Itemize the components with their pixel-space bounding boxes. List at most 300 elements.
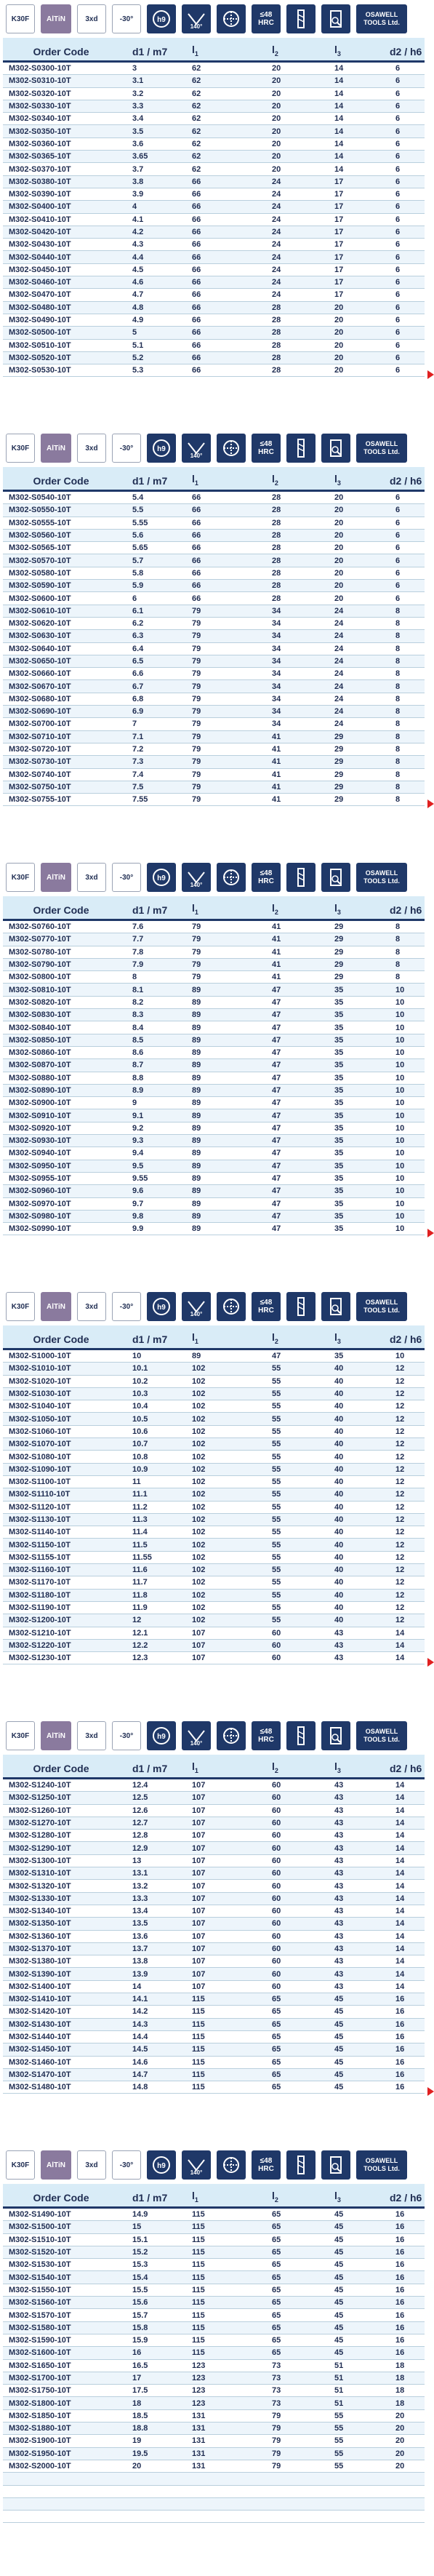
flute-length-icon: 3xd	[77, 434, 106, 463]
cell-l1: 79	[192, 606, 201, 615]
table-row	[3, 706, 425, 718]
cell-l3: 17	[334, 240, 344, 250]
cell-l2: 65	[272, 2045, 281, 2054]
cell-l2: 65	[272, 2210, 281, 2220]
cell-l2: 28	[272, 316, 281, 325]
cell-l2: 65	[272, 2235, 281, 2244]
cell-l1: 102	[192, 1502, 206, 1512]
header-l1	[185, 1760, 265, 1777]
cell-d1: 11.1	[132, 1490, 148, 1499]
cell-d2: 6	[395, 366, 401, 375]
cell-d1: 12.7	[132, 1819, 148, 1828]
table-row	[3, 693, 425, 706]
cell-d2: 16	[395, 2007, 405, 2017]
table-row	[3, 2209, 425, 2221]
cell-l3: 51	[334, 2374, 344, 2382]
cell-d1: 12.5	[132, 1793, 148, 1803]
table-row	[3, 2435, 425, 2447]
cell-l1: 79	[192, 745, 201, 754]
cell-d2: 8	[395, 707, 401, 717]
cell-l2: 47	[272, 1035, 281, 1045]
header-d2: d2 / h6	[390, 2192, 422, 2204]
header-l3-label: l	[334, 473, 337, 485]
empty-row	[3, 2511, 425, 2523]
product-table	[3, 1755, 425, 2094]
cell-d2: 14	[395, 1869, 405, 1878]
cell-l1: 102	[192, 1440, 206, 1449]
header-l1-sub: 1	[194, 2196, 198, 2204]
table-row	[3, 1388, 425, 1400]
header-l1-label: l	[192, 44, 195, 56]
table-row	[3, 75, 425, 87]
cell-l2: 60	[272, 1856, 281, 1865]
cell-d1: 8.2	[132, 997, 144, 1007]
cell-l2: 34	[272, 657, 281, 666]
cell-l3: 40	[334, 1376, 344, 1386]
svg-text:h9: h9	[157, 874, 166, 882]
cell-order-code: M302-S1000-10T	[9, 1352, 71, 1361]
cell-order-code: M302-S0510-10T	[9, 340, 71, 350]
cell-l2: 41	[272, 770, 281, 779]
cell-order-code: M302-S1200-10T	[9, 1616, 71, 1625]
cell-order-code: M302-S0740-10T	[9, 770, 71, 779]
cell-order-code: M302-S1280-10T	[9, 1831, 71, 1841]
cell-d2: 8	[395, 745, 401, 754]
cell-l2: 55	[272, 1402, 281, 1411]
cell-l2: 55	[272, 1490, 281, 1499]
flute-length-icon: 3xd	[77, 1721, 106, 1750]
cell-l2: 60	[272, 1881, 281, 1891]
cell-order-code: M302-S0380-10T	[9, 177, 71, 186]
cell-l1: 79	[192, 732, 201, 741]
cutting-tool-icon	[286, 434, 316, 463]
cell-d1: 16.5	[132, 2361, 148, 2370]
cell-d1: 7.1	[132, 732, 144, 741]
cell-l3: 43	[334, 1957, 344, 1966]
cell-order-code: M302-S0670-10T	[9, 682, 71, 691]
cell-l3: 24	[334, 707, 344, 717]
cell-d2: 8	[395, 657, 401, 666]
table-row	[3, 1476, 425, 1488]
table-row	[3, 2309, 425, 2321]
cell-l3: 43	[334, 1919, 344, 1929]
cell-l3: 40	[334, 1515, 344, 1524]
table-row	[3, 655, 425, 668]
table-row	[3, 997, 425, 1009]
table-row	[3, 2334, 425, 2347]
cell-order-code: M302-S1950-10T	[9, 2449, 71, 2458]
cell-l3: 29	[334, 732, 344, 741]
cell-l3: 40	[334, 1402, 344, 1411]
cell-d1: 5.9	[132, 581, 144, 591]
cell-l1: 102	[192, 1376, 206, 1386]
cell-d1: 6	[132, 594, 137, 603]
cell-order-code: M302-S0900-10T	[9, 1098, 71, 1108]
cell-d1: 5.55	[132, 518, 148, 527]
cell-l2: 55	[272, 1427, 281, 1436]
cell-l3: 40	[334, 1414, 344, 1424]
table-row	[3, 680, 425, 693]
cell-order-code: M302-S2000-10T	[9, 2462, 71, 2471]
cell-l2: 24	[272, 177, 281, 186]
helix-angle-icon: -30°	[112, 4, 141, 33]
cell-l1: 107	[192, 1654, 206, 1663]
table-header	[3, 1755, 425, 1779]
cell-order-code: M302-S0955-10T	[9, 1174, 71, 1184]
cell-l2: 60	[272, 1969, 281, 1979]
cell-order-code: M302-S0710-10T	[9, 732, 71, 741]
cell-l2: 28	[272, 543, 281, 553]
cell-l2: 20	[272, 139, 281, 148]
cell-order-code: M302-S0990-10T	[9, 1224, 71, 1234]
cell-l1: 62	[192, 164, 201, 174]
cell-order-code: M302-S0440-10T	[9, 252, 71, 262]
cell-l3: 35	[334, 1123, 344, 1133]
cell-l1: 115	[192, 2045, 205, 2054]
cell-d2: 12	[395, 1603, 405, 1613]
continue-arrow-icon	[427, 1658, 434, 1667]
cell-l1: 107	[192, 1919, 206, 1929]
cell-order-code: M302-S1040-10T	[9, 1402, 71, 1411]
cell-d2: 8	[395, 631, 401, 641]
helix-angle-icon: -30°	[112, 863, 141, 892]
cell-order-code: M302-S1400-10T	[9, 1982, 71, 1991]
cell-l3: 14	[334, 64, 344, 73]
cell-l3: 43	[334, 1831, 344, 1841]
cell-d1: 3.1	[132, 76, 144, 86]
cell-l3: 14	[334, 76, 344, 86]
header-l1	[185, 473, 265, 490]
header-d2: d2 / h6	[390, 475, 422, 487]
cell-order-code: M302-S0790-10T	[9, 960, 71, 970]
header-l1-sub: 1	[194, 50, 198, 57]
cell-l2: 47	[272, 1048, 281, 1058]
cell-d2: 10	[395, 1187, 405, 1196]
cell-l1: 79	[192, 922, 201, 932]
cell-l3: 40	[334, 1502, 344, 1512]
table-row	[3, 1363, 425, 1375]
cell-d1: 9.2	[132, 1123, 144, 1133]
cell-l2: 24	[272, 202, 281, 212]
cell-l3: 20	[334, 328, 344, 338]
cell-d1: 17	[132, 2374, 142, 2382]
cell-d1: 3.5	[132, 127, 144, 136]
hardness-icon: ≤48 HRC	[252, 434, 281, 463]
table-row	[3, 1842, 425, 1854]
cell-l2: 65	[272, 2222, 281, 2232]
cell-d2: 12	[395, 1402, 405, 1411]
cell-d2: 12	[395, 1590, 405, 1600]
header-l2	[265, 44, 331, 60]
cell-l3: 40	[334, 1389, 344, 1399]
cell-d1: 5.8	[132, 568, 144, 578]
cell-l1: 115	[192, 2019, 205, 2029]
cell-l2: 60	[272, 1931, 281, 1941]
cell-l2: 41	[272, 732, 281, 741]
cell-l2: 60	[272, 1831, 281, 1841]
cell-l3: 40	[334, 1478, 344, 1487]
flute-length-icon: 3xd	[77, 4, 106, 33]
cell-d1: 12	[132, 1616, 142, 1625]
header-l1	[185, 2190, 265, 2206]
cell-order-code: M302-S1800-10T	[9, 2398, 71, 2408]
cell-order-code: M302-S0630-10T	[9, 631, 71, 641]
cell-l3: 40	[334, 1603, 344, 1613]
header-l3-sub: 3	[337, 909, 341, 916]
cell-l1: 131	[192, 2449, 206, 2458]
point-angle-icon	[182, 863, 211, 892]
cell-l3: 45	[334, 2019, 344, 2029]
cell-l2: 20	[272, 152, 281, 162]
cell-d1: 8.4	[132, 1023, 144, 1032]
cell-d1: 4.1	[132, 215, 144, 224]
cell-l2: 55	[272, 1603, 281, 1613]
cell-d1: 14.2	[132, 2007, 148, 2017]
cell-l3: 35	[334, 1061, 344, 1070]
cell-l3: 17	[334, 190, 344, 199]
cell-l3: 35	[334, 1174, 344, 1184]
cell-d1: 8.5	[132, 1035, 144, 1045]
cell-d1: 14.9	[132, 2210, 148, 2220]
cell-d2: 16	[395, 2336, 405, 2345]
cell-order-code: M302-S0560-10T	[9, 531, 71, 541]
table-row	[3, 264, 425, 276]
cell-d1: 11.3	[132, 1515, 148, 1524]
cell-d1: 5	[132, 328, 137, 338]
continue-arrow-icon	[427, 799, 434, 808]
cell-order-code: M302-S0565-10T	[9, 543, 71, 553]
cell-l2: 28	[272, 328, 281, 338]
cell-l3: 20	[334, 531, 344, 541]
header-l3-label: l	[334, 902, 337, 914]
cell-l2: 55	[272, 1515, 281, 1524]
cell-order-code: M302-S0840-10T	[9, 1023, 71, 1032]
cell-order-code: M302-S0750-10T	[9, 782, 71, 791]
header-l3	[331, 1331, 372, 1348]
product-section	[0, 2146, 434, 2575]
table-row	[3, 276, 425, 289]
cell-l2: 47	[272, 1098, 281, 1108]
cell-l3: 17	[334, 290, 344, 300]
cell-order-code: M302-S0580-10T	[9, 568, 71, 578]
table-header	[3, 38, 425, 63]
cell-order-code: M302-S1650-10T	[9, 2361, 71, 2370]
cell-d2: 10	[395, 1123, 405, 1133]
cell-order-code: M302-S1160-10T	[9, 1566, 71, 1575]
cell-d1: 15.3	[132, 2260, 148, 2270]
cell-l1: 66	[192, 493, 201, 503]
cell-d1: 13.8	[132, 1957, 148, 1966]
cell-l3: 40	[334, 1528, 344, 1537]
cutting-tool-icon	[286, 1721, 316, 1750]
cell-d2: 10	[395, 1035, 405, 1045]
cell-d1: 15.6	[132, 2298, 148, 2308]
cell-d1: 3.8	[132, 177, 144, 186]
cell-l3: 17	[334, 278, 344, 287]
tolerance-icon	[147, 1721, 176, 1750]
helix-angle-icon: -30°	[112, 2150, 141, 2180]
cell-l3: 24	[334, 606, 344, 615]
cell-order-code: M302-S0810-10T	[9, 985, 71, 994]
cell-d1: 13.6	[132, 1931, 148, 1941]
cell-d2: 12	[395, 1452, 405, 1462]
cell-l1: 89	[192, 1073, 201, 1082]
cell-d2: 6	[395, 353, 401, 362]
grade-icon: K30F	[6, 2150, 35, 2180]
cell-order-code: M302-S0890-10T	[9, 1086, 71, 1095]
product-table	[3, 38, 425, 377]
cell-l1: 79	[192, 770, 201, 779]
cell-l3: 43	[334, 1628, 344, 1638]
cell-d2: 20	[395, 2411, 405, 2420]
cell-d1: 6.8	[132, 694, 144, 703]
cell-d1: 9.3	[132, 1136, 144, 1146]
cell-d2: 8	[395, 606, 401, 615]
table-row	[3, 1488, 425, 1501]
flute-length-icon: 3xd	[77, 1292, 106, 1321]
cell-d2: 20	[395, 2424, 405, 2433]
cell-l3: 43	[334, 1819, 344, 1828]
cell-l2: 60	[272, 1919, 281, 1929]
cell-l1: 123	[192, 2386, 206, 2396]
cell-l2: 34	[272, 707, 281, 717]
cell-d1: 14.4	[132, 2033, 148, 2042]
cell-d2: 16	[395, 2033, 405, 2042]
tolerance-icon	[147, 1292, 176, 1321]
table-row	[3, 1438, 425, 1451]
svg-text:140°: 140°	[190, 1311, 203, 1317]
cell-l3: 43	[334, 1843, 344, 1853]
cell-d1: 8.6	[132, 1048, 144, 1058]
cell-l2: 55	[272, 1389, 281, 1399]
cell-order-code: M302-S0600-10T	[9, 594, 71, 603]
table-header	[3, 2184, 425, 2209]
cell-l2: 47	[272, 1174, 281, 1184]
cell-order-code: M302-S0420-10T	[9, 228, 71, 236]
cell-d2: 16	[395, 2273, 405, 2282]
cell-d2: 6	[395, 240, 401, 250]
cell-l2: 41	[272, 795, 281, 805]
table-row	[3, 125, 425, 137]
cell-d1: 6.2	[132, 619, 144, 629]
cell-l2: 47	[272, 1199, 281, 1208]
cell-d2: 14	[395, 1640, 405, 1650]
table-row	[3, 731, 425, 743]
table-row	[3, 1109, 425, 1122]
cell-order-code: M302-S1260-10T	[9, 1806, 71, 1815]
cell-l3: 43	[334, 1881, 344, 1891]
header-l2-label: l	[272, 473, 275, 485]
cell-l3: 20	[334, 568, 344, 578]
cell-order-code: M302-S0660-10T	[9, 669, 71, 679]
cell-l2: 60	[272, 1806, 281, 1815]
cell-d2: 16	[395, 2235, 405, 2244]
cell-order-code: M302-S0870-10T	[9, 1061, 71, 1070]
cell-order-code: M302-S1060-10T	[9, 1427, 71, 1436]
cell-l2: 65	[272, 1995, 281, 2004]
table-row	[3, 2410, 425, 2423]
cell-order-code: M302-S1560-10T	[9, 2298, 71, 2308]
cell-d2: 6	[395, 64, 401, 73]
header-l3-sub: 3	[337, 479, 341, 487]
cell-order-code: M302-S1300-10T	[9, 1856, 71, 1865]
cell-l2: 55	[272, 1464, 281, 1474]
cell-l1: 107	[192, 1819, 206, 1828]
hardness-icon: ≤48 HRC	[252, 1721, 281, 1750]
cell-l3: 14	[334, 114, 344, 124]
cell-l2: 47	[272, 1061, 281, 1070]
point-angle-icon	[182, 1721, 211, 1750]
table-row	[3, 1792, 425, 1804]
cell-d2: 16	[395, 2045, 405, 2054]
cell-order-code: M302-S1270-10T	[9, 1819, 71, 1828]
cell-order-code: M302-S1580-10T	[9, 2323, 71, 2332]
cell-l3: 29	[334, 770, 344, 779]
cell-d2: 16	[395, 2057, 405, 2067]
cell-order-code: M302-S1100-10T	[9, 1478, 71, 1487]
table-row	[3, 2460, 425, 2473]
cell-order-code: M302-S1210-10T	[9, 1628, 71, 1638]
cell-l1: 66	[192, 290, 201, 300]
header-l2-sub: 2	[274, 479, 278, 487]
cell-d2: 16	[395, 2070, 405, 2079]
cell-l1: 102	[192, 1478, 206, 1487]
coolant-icon	[217, 434, 246, 463]
cell-l1: 107	[192, 1881, 206, 1891]
cell-l3: 43	[334, 1894, 344, 1903]
cell-l3: 40	[334, 1364, 344, 1373]
header-l1	[185, 902, 265, 919]
cell-l1: 131	[192, 2436, 206, 2446]
svg-text:140°: 140°	[190, 452, 203, 459]
cell-l2: 65	[272, 2057, 281, 2067]
cell-d1: 6.6	[132, 669, 144, 679]
cell-l1: 107	[192, 1806, 206, 1815]
cell-d1: 14.8	[132, 2083, 148, 2092]
cell-d1: 5.4	[132, 493, 144, 503]
cell-d1: 3.9	[132, 190, 144, 199]
cell-d2: 14	[395, 1907, 405, 1916]
cell-d1: 3.4	[132, 114, 144, 124]
cell-d1: 10.6	[132, 1427, 148, 1436]
cell-d1: 9.6	[132, 1187, 144, 1196]
table-row	[3, 1021, 425, 1034]
table-row	[3, 1652, 425, 1664]
cell-d2: 8	[395, 694, 401, 703]
cell-d2: 12	[395, 1414, 405, 1424]
header-l3	[331, 44, 372, 60]
cell-l1: 115	[192, 2273, 205, 2282]
cell-order-code: M302-S0365-10T	[9, 152, 71, 162]
table-row	[3, 63, 425, 75]
header-l1	[185, 1331, 265, 1348]
cell-l2: 47	[272, 997, 281, 1007]
table-row	[3, 188, 425, 201]
cell-order-code: M302-S0620-10T	[9, 619, 71, 629]
document-icon	[321, 1721, 350, 1750]
cell-l1: 115	[192, 2007, 205, 2017]
cell-order-code: M302-S0530-10T	[9, 366, 71, 375]
cell-l1: 62	[192, 89, 201, 98]
table-row	[3, 2057, 425, 2069]
cell-l3: 45	[334, 2310, 344, 2320]
header-l3	[331, 2190, 372, 2206]
cell-order-code: M302-S0960-10T	[9, 1187, 71, 1196]
cell-order-code: M302-S0680-10T	[9, 694, 71, 703]
cell-d1: 7.7	[132, 935, 144, 944]
cell-l3: 45	[334, 2285, 344, 2294]
cell-l1: 115	[192, 2285, 205, 2294]
